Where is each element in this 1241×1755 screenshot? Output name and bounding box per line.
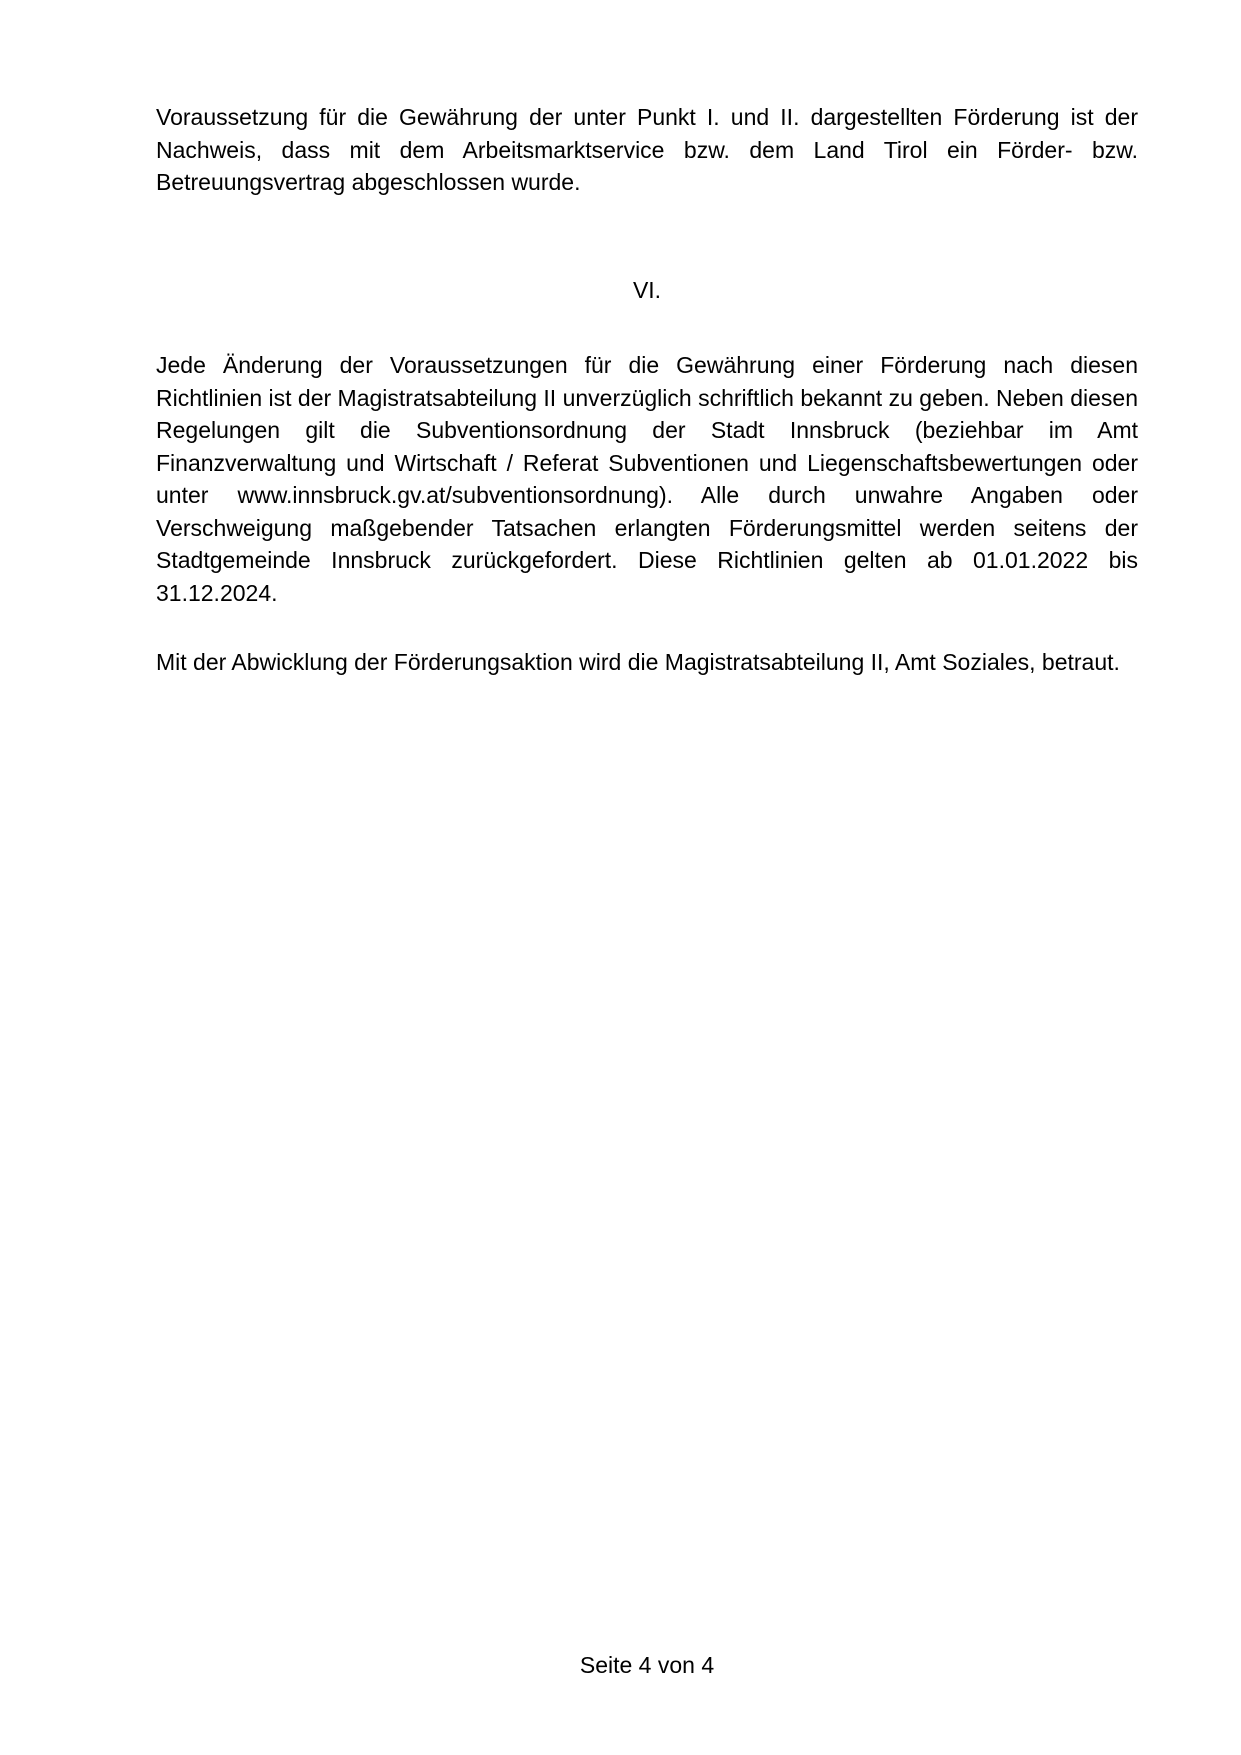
page-body xyxy=(156,101,1138,679)
paragraph-abwicklung: Mit der Abwicklung der Förderungsaktion wird die Magistratsabteilung II, Amt Soziales, betraut. xyxy=(156,649,1120,675)
section-heading-vi: VI. xyxy=(632,276,662,303)
page-number-footer: Seite 4 von 4 xyxy=(579,1652,715,1678)
paragraph-voraussetzung: Voraussetzung für die Gewährung der unter Punkt I. und II. dargestellten Förderung ist der Nachweis, dass mit dem Arbeitsmarktservice bzw. dem Land Tirol ein Förder- bzw. Betreuungsvertrag abgeschlossen wurde. xyxy=(156,104,1138,195)
paragraph-aenderung-richtlinien: Jede Änderung der Voraussetzungen für die Gewährung einer Förderung nach diesen Richtlinien ist der Magistratsabteilung II unverzüglich schriftlich bekannt zu geben. Neben diesen Regelungen gilt die Subventionsordnung der Stadt Innsbruck (beziehbar im Amt Finanzverwaltung und Wirtschaft / Referat Subventionen und Liegenschaftsbewertungen oder unter www.innsbruck.gv.at/subventionsordnung). Alle durch unwahre Angaben oder Verschweigung maßgebender Tatsachen erlangten Förderungsmittel werden seitens der Stadtgemeinde Innsbruck zurückgefordert. Diese Richtlinien gelten ab 01.01.2022 bis 31.12.2024. xyxy=(156,352,1138,606)
